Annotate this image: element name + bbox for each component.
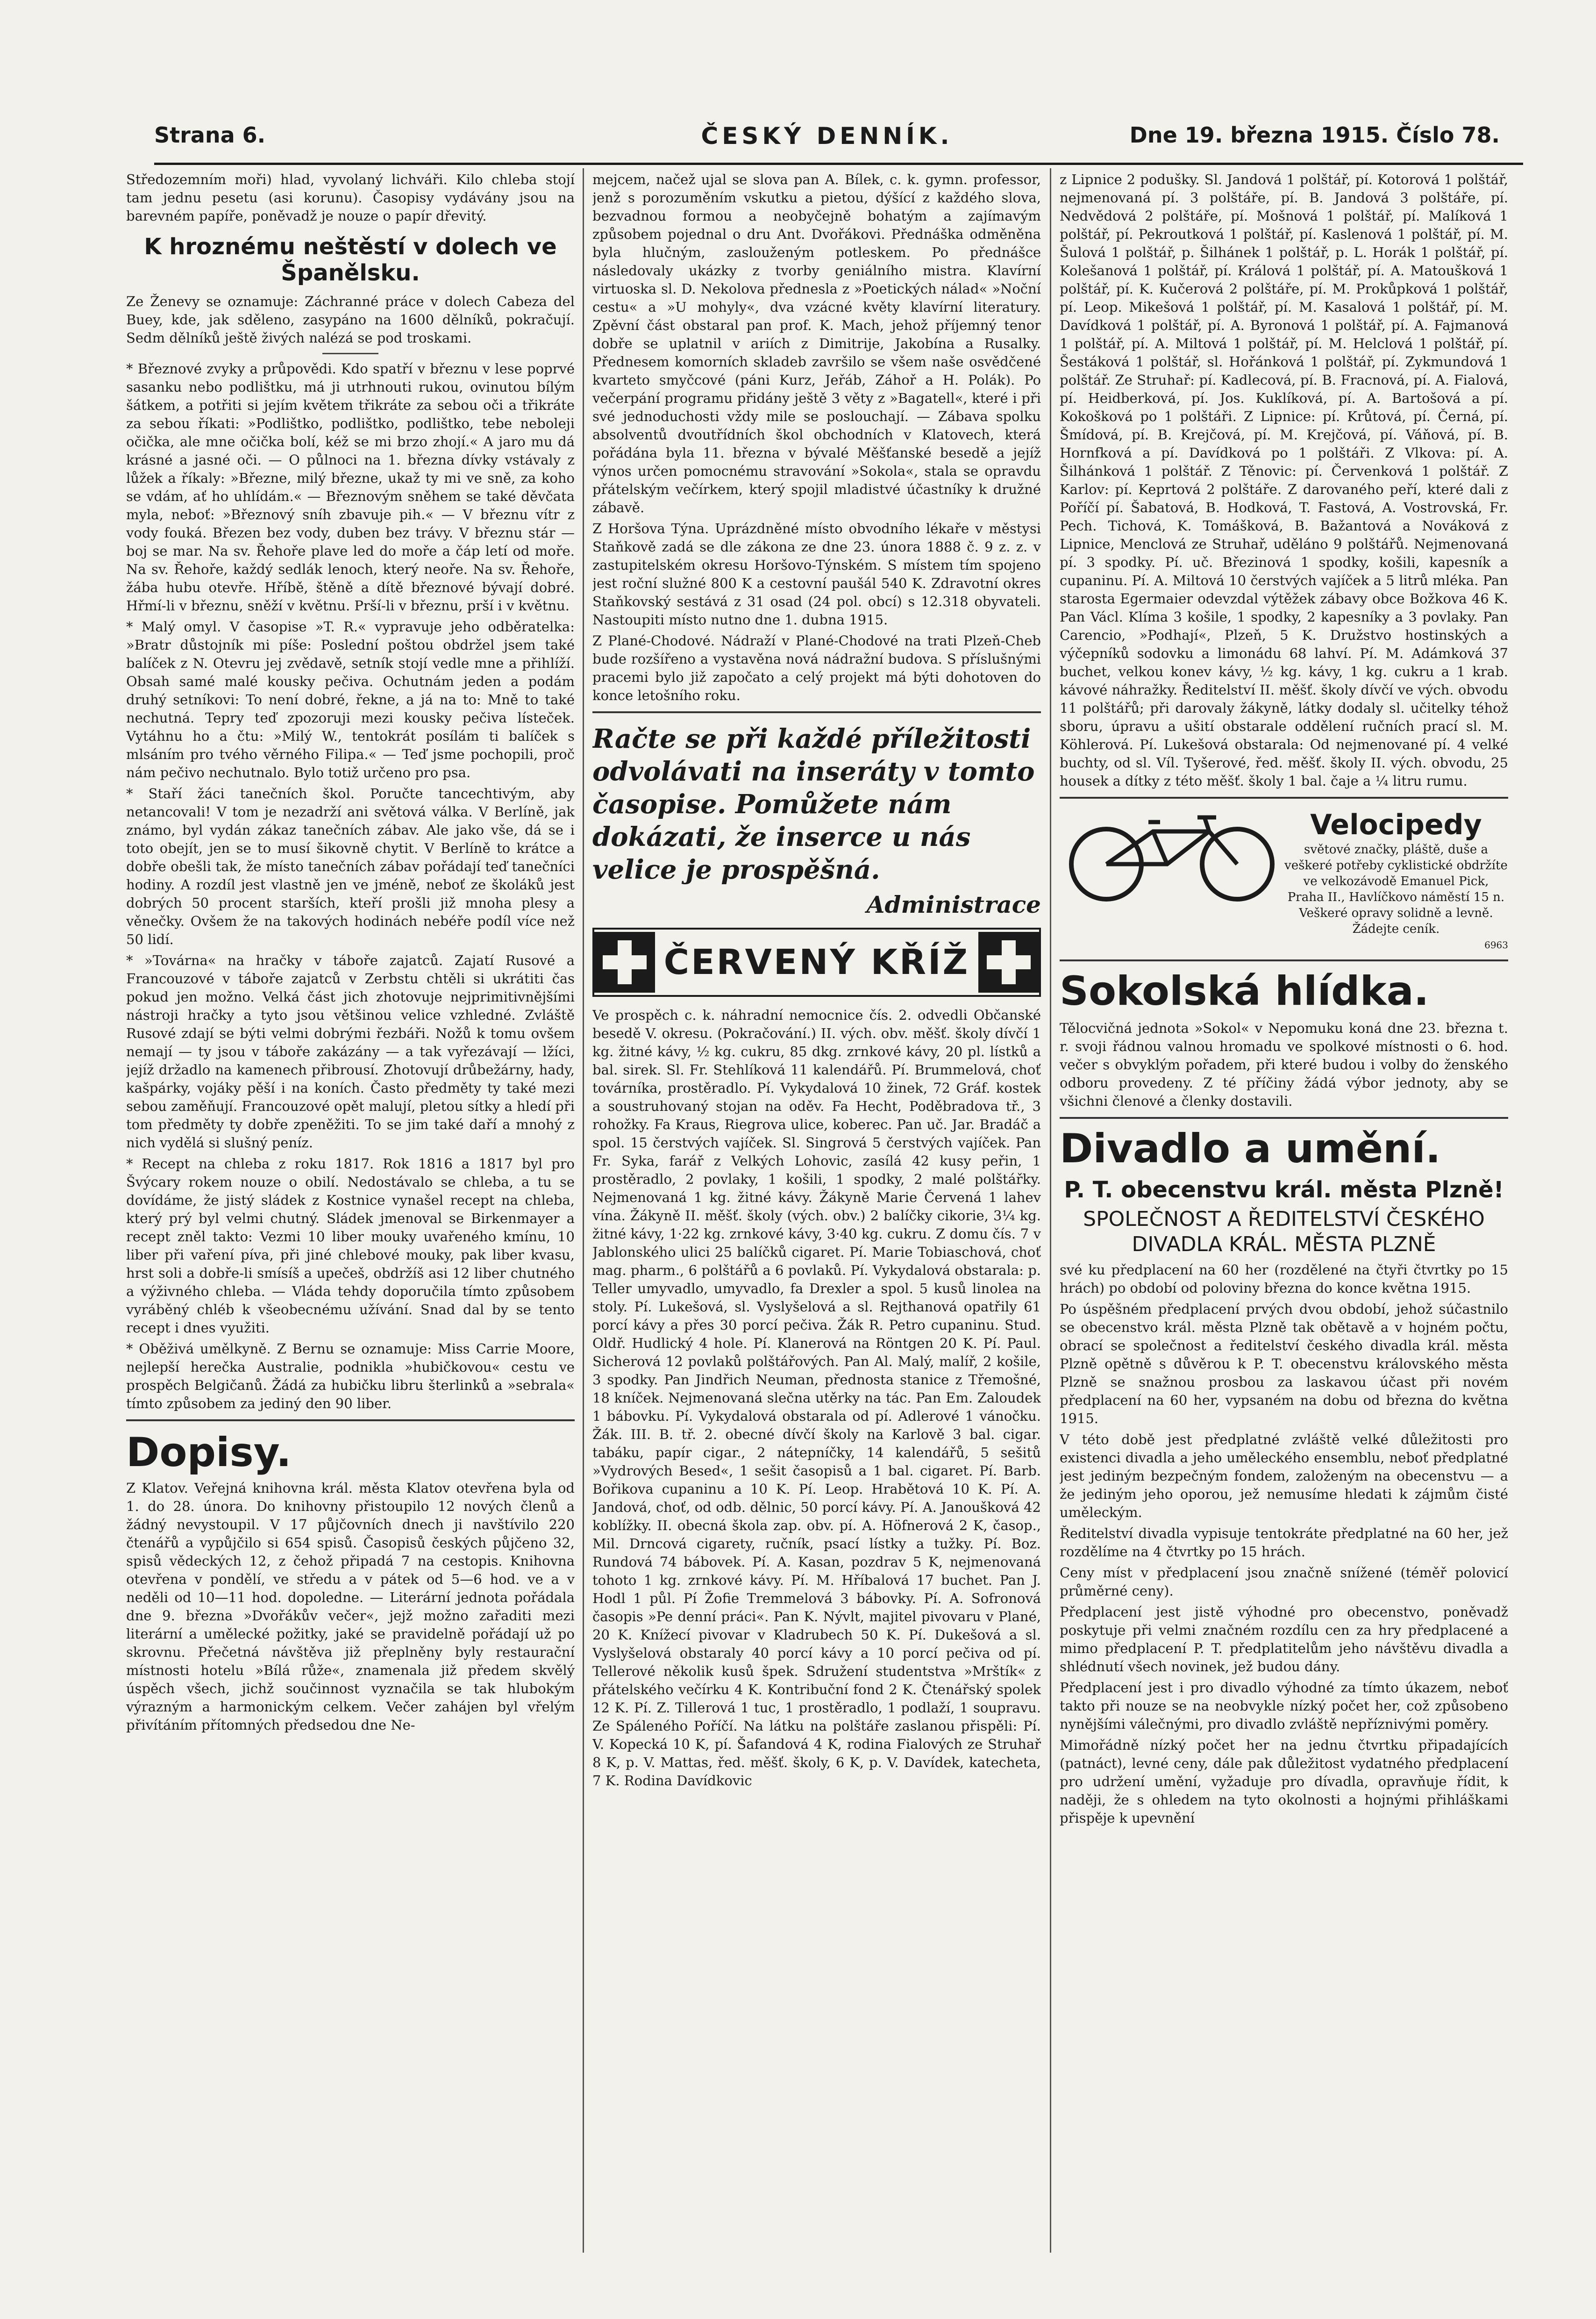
divider (592, 711, 1041, 713)
paragraph: * Staří žáci tanečních škol. Poručte tancechtivým, aby netancovali! V tom je nezadrží ani světová válka. V Berlíně, jak známo, byl vydán zákaz tanečních zábav. Ale jako vše, dá se i toto obejít, jen se to musí šikovně chytit. V Berlíně to krátce a dobře obešli tak, že místo tanečních zábav pořádají teď tanečníci hodiny. A rozdíl jest vlastně jen ve jméně, neboť ze školáků jest dobrých 50 procent starších, kteří prošli již mnoha plesy a věnečky. Ovšem že na takových hodinách nebéře podíl více než 50 lidí. (126, 786, 575, 947)
bicycle-advertisement (1060, 808, 1508, 953)
column-3 (1060, 171, 1508, 2250)
page-number: Strana 6. (154, 122, 266, 148)
paragraph: Z Klatov. Veřejná knihovna král. města Klatov otevřena byla od 1. do 28. února. Do knihovny přistoupilo 12 nových členů a žádný nevystoupil. V 17 půjčovních dnech ji navštívilo 220 čtenářů a vypůjčilo si 654 spisů. Časopisů českých půjčeno 32, spisů vědeckých 12, z čehož připadá 7 na cestopis. Knihovna otevřena v pondělí, ve středu a v pátek od 5—6 hod. ve a v neděli od 10—11 hod. dopoledne. — Literární jednota pořádala dne 9. března »Dvořákův večer«, jejž možno zařaditi mezi literární a umělecké požitky, jaké se pravidelně pořádají už po skrovnu. Přečetná návštěva již přeplněny byly restaurační místnosti hotelu »Bílá růže«, znamenala již předem skvělý úspěch všech, jichž součinnost vyznačila se tak hlubokým výrazným a harmonickým celkem. Večer zahájen byl vřelým přivítáním přítomných předsedou dne Ne- (126, 1480, 575, 1733)
paragraph: Z Horšova Týna. Uprázdněné místo obvodního lékaře v městysi Staňkově zadá se dle zákona ze dne 23. února 1888 č. 9 z. z. v zastupitelském okresu Horšovo-Týnském. S místem tím spojeno jest roční služné 800 K a cestovní paušál 540 K. Zdravotní okres Staňkovský sestává z 31 osad (24 pol. obcí) s 12.318 obyvateli. Nastoupiti místo nutno dne 1. dubna 1915. (592, 521, 1041, 628)
paragraph: Po úspěšném předplacení prvých dvou období, jehož súčastnilo se obecenstvo král. města Plzně tak obětavě a v hojném počtu, obrací se společnost a ředitelství českého divadla král. města Plzně opětně s důvěrou k P. T. obecenstvu královského města Plzně se snažnou prosbou za laskavou účast při novém předplacení na 60 her, vypsaném na dobu od března do května 1915. (1060, 1301, 1508, 1426)
advertisement-title: Velocipedy (1310, 809, 1482, 841)
paragraph: Z Plané-Chodové. Nádraží v Plané-Chodové na trati Plzeň-Cheb bude rozšířeno a vystavěna nová nádražní budova. S příslušnými pracemi bylo již započato a celý projekt má býti dohotoven do konce letošního roku. (592, 633, 1041, 703)
divider (322, 353, 378, 354)
paragraph: * Malý omyl. V časopise »T. R.« vypravuje jeho odběratelka: »Bratr důstojník mi píše: Poslední poštou obdržel jsem také balíček z N. Otevru jej zvědavě, setník stojí vedle mne a přihlíží. Obsah samé malé kousky pečiva. Ochutnám jeden a podám druhý setníkovi: To není dobré, řekne, a já na to: Mně to také nechutná. Tepry teď zpozoruji mezi kousky pečiva lísteček. Vytáhnu ho a čtu: »Milý W., tentokrát posílám ti balíček s mlsáním pro tvého věrného Filipa.« — Teď jsme pochopili, proč nám pečivo nechutnalo. Bylo totiž určeno pro psa. (126, 619, 575, 780)
cross-icon (978, 932, 1039, 993)
paragraph: Tělocvičná jednota »Sokol« v Nepomuku koná dne 23. března t. r. svoji řádnou valnou hromadu ve spolkové místnosti o 6. hod. večer s obvyklým pořadem, při které budou i volby do ženského odboru provedeny. Z té příčiny žádá výbor jednoty, aby se všichni členové a členky dostavili. (1060, 1020, 1508, 1109)
red-cross-banner (592, 928, 1041, 997)
paragraph: mejcem, načež ujal se slova pan A. Bílek, c. k. gymn. professor, jenž s porozuměním vskutku a pietou, dýšící z každého slova, bezvadnou formou a neobyčejně bohatým a zajímavým způsobem pojednal o dru Ant. Dvořákovi. Přednáška odměněna byla hlučným, zaslouženým potleskem. Po přednášce následovaly ukázky z tvorby geniálního mistra. Klavírní virtuoska sl. D. Nekolova přednesla z »Poetických nálad« »Noční cestu« a »U mohyly«, dva vzácné květy klavírní literatury. Zpěvní část obstaral pan prof. K. Mach, jehož příjemný tenor dobře se uplatnil v ariích z Dimitrije, Jakobína a Rusalky. Přednesem komorních skladeb završilo se všem naše osvědčené kvarteto smyčcové (páni Kurz, Jeřáb, Záhoř a H. Polák). Po večerpání programu přidány ještě 3 věty z »Bagatell«, které i při své jednoduchosti vždy mile se poslouchají. — Zábava spolku absolventů dvoutřídních škol obchodních v Klatovech, která pořádána byla 11. března v bývalé Měšťanské besedě a jejíž výnos určen pomocnému stravování »Sokola«, stala se opravdu přátelským večírkem, který spojil mladistvé účastníky k družné zábavě. (592, 172, 1041, 515)
paragraph: * Oběživá umělkyně. Z Bernu se oznamuje: Miss Carrie Moore, nejlepší herečka Australie, podnikla »hubičkovou« cestu ve prospěch Belgičanů. Žádá za hubičku libru šterlinků a »sebrala« tímto způsobem za jediný den 90 liber. (126, 1341, 575, 1411)
bicycle-icon (1060, 808, 1284, 902)
article-heading: K hroznému neštěstí v dolech ve Španělsku. (144, 234, 557, 286)
advertisement-text: Račte se při každé příležitosti odvolávati na inseráty v tomto časopise. Pomůžete nám dokázati, že inserce u nás velice je prospěšná. (592, 723, 1035, 885)
divider (1060, 1117, 1508, 1119)
section-heading: Divadlo a umění. (1060, 1125, 1441, 1172)
column-1 (126, 171, 575, 2250)
divider (126, 1419, 575, 1421)
advertisement-text: světové značky, pláště, duše a veškeré potřeby cyklistické obdržíte ve velkozávodě Emanuel Pick, Praha II., Havlíčkovo náměstí 15 n. Veškeré opravy solidně a levně. Žádejte ceník. (1284, 843, 1508, 936)
issue-date: Dne 19. března 1915. Číslo 78. (1129, 122, 1500, 148)
advertisement-signature: Administrace (866, 891, 1041, 918)
paragraph: Předplacení jest i pro divadlo výhodné za tímto úkazem, neboť takto při nouze se na neobvykle nízký počet her, což způsobeno nynějšími válečnými, pro divadlo zvláště nepříznivými poměry. (1060, 1680, 1508, 1732)
header-rule (154, 163, 1523, 165)
paragraph: V této době jest předplatné zvláště velké důležitosti pro existenci divadla a jeho uměleckého ensemblu, neboť předplatné jest jediným bezpečným fondem, založeným na obecenstvu — a že jediným jeho oporou, jež nemusíme hledati k zájmům čisté uměleckým. (1060, 1431, 1508, 1520)
subheading: P. T. obecenstvu král. města Plzně! (1064, 1177, 1504, 1203)
paragraph: * Recept na chleba z roku 1817. Rok 1816 a 1817 byl pro Švýcary rokem nouze o obilí. Nedostávalo se chleba, a tu se dovídáme, že jistý sládek z Kostnice vynašel recept na chleba, který prý byl velmi chutný. Sládek jmenoval se Birkenmayer a recept zněl takto: Vezmi 10 liber mouky uvařeného kmínu, 10 liber při vaření píva, při jiné chlebové mouky, pak liber kvasu, hrst soli a dobře-li smísíš a upečeš, obdržíš asi 12 liber chutného a výživného chleba. — Vláda tehdy doporučila tímto způsobem vyráběný chléb k všeobecnému užívání. Snad dal by se tento recept i dnes využiti. (126, 1156, 575, 1336)
section-heading: Dopisy. (126, 1429, 292, 1476)
paragraph: Středozemním moři) hlad, vyvolaný lichváři. Kilo chleba stojí tam jednu pesetu (asi korunu). Časopisy vydávány jsou na barevném papíře, poněvadž je nouze o papír dřevitý. (126, 172, 575, 224)
paragraph: Ve prospěch c. k. náhradní nemocnice čís. 2. odvedli Občanské besedě V. okresu. (Pokračování.) II. vých. obv. měšť. školy dívčí 1 kg. žitné kávy, ½ kg. cukru, 85 dkg. zrnkové kávy, 20 pl. lístků a bal. sirek. Sl. Fr. Stehlíková 11 kalendářů. Pí. Brummelová, choť továrníka, prostěradlo. Pí. Vykydalová 10 žinek, 72 Gráf. kostek a soustruhovaný stojan na oděv. Fa Hecht, Poděbradova tř., 3 rohožky. Fa Kraus, Riegrova ulice, koberec. Pan uč. Jar. Bradáč a spol. 15 čerstvých vajíček. Sl. Singrová 5 čerstvých vajíček. Pan Fr. Syka, farář z Velkých Lohovic, zasílá 42 kusy peřin, 1 prostěradlo, 2 povlaky, 1 košili, 1 spodky, 2 malé polštářky. Nejmenovaná 1 kg. žitné kávy. Žákyně Marie Červená 1 lahev vína. Žákyně II. měšť. školy (vých. obv.) 2 balíčky cikorie, 3¼ kg. žitné kávy, 1·22 kg. zrnkové kávy, 3·40 kg. cukru. Z domu čís. 7 v Jablonského ulici 25 balíčků cigaret. Pí. Marie Tobiaschová, choť mag. pharm., 6 polštářů a 6 povlaků. Pí. Vykydalová obstarala: p. Teller umyvadlo, umyvadlo, fa Drexler a spol. 5 kusů linolea na stoly. Pí. Lukešová, sl. Vyslyšelová a sl. Rejthanová opatřily 61 porcí kávy a přes 30 porcí pečiva. Žák R. Petro cupaninu. Stud. Oldř. Hudlický 4 hole. Pí. Klanerová na Röntgen 20 K. Pí. Paul. Sicherová 12 povlaků polštářových. Pan Al. Malý, malíř, 2 košile, 3 spodky. Pan Jindřich Neuman, přednosta stanice z Třemošné, 18 kníček. Nejmenovaná slečna utěrky na tác. Pan Em. Zaloudek 1 bábovku. Pí. Vykydalová obstarala od pí. Adlerové 1 vánočku. Žák. III. B. tř. 2. obecné dívčí školy na Karlově 3 bal. cigar. tabáku, papír cigar., 2 nátepníčky, 14 kalendářů, 5 sešitů »Vydrových Besed«, 1 sešit časopisů a 1 bal. cigaret. Pí. Barb. Bořikova cupaninu a 10 K. Pí. Leop. Hrabětová 10 K. Pí. A. Jandová, choť, od odb. dělnic, 50 porcí kávy. Pí. A. Janoušková 42 koblížky. II. obecná škola zap. obv. pí. A. Höfnerová 2 K, časop., Mil. Drncová cigarety, ručník, psací lístky a tužky. Pí. Boz. Rundová 74 bábovek. Pí. A. Kasan, pozdrav 5 K, nejmenovaná tohoto 1 kg. zrnkové kávy. Pí. M. Hříbalová 17 buchet. Pan J. Hodl 1 půl. Pí Žofie Tremmelová 3 bábovky. Pí. A. Sofronová časopis »Pe denní práci«. Pan K. Nývlt, majitel pivovaru v Plané, 20 K. Knížecí pivovar v Kladrubech 50 K. Pí. Dukešová a sl. Vyslyšelová obstaraly 40 porcí kávy a 10 porcí pečiva od pí. Tellerové několik kusů špek. Sdružení studentstva »Mrštík« z přátelského večírku 4 K. Kontribuční fond 2 K. Čtenářský spolek 12 K. Pí. Z. Tillerová 1 tuc, 1 prostěradlo, 1 podlaží, 1 soupravu. Ze Spáleného Poříčí. Na látku na polštáře zaslanou přispěli: Pí. V. Kopecká 10 K, pí. Šafandová 4 K, rodina Fialových ze Struhař 8 K, p. V. Mattas, řed. měšť. školy, 6 K, p. V. Davídek, katecheta, 7 K. Rodina Davídkovic (592, 1007, 1041, 1789)
paragraph: * Březnové zvyky a průpovědi. Kdo spatří v březnu v lese poprvé sasanku nebo podlištku, má ji utrhnouti rukou, ovinutou bílým šátkem, a potřiti si jejím květem třikráte za sebou oči a třikráte za sebou říkati: »Podlištko, podlištko, podlištko, tebe neboleji očička, ale mne očička bolí, kéž se mi brzo zhojí.« A jaro mu dá krásné a jasné oči. — O půlnoci na 1. března dívky vstávaly z lůžek a říkaly: »Březne, milý březne, ukaž ty mi ve sně, za koho se vdám, ať ho uhlídám.« — Březnovým sněhem se také děvčata myla, neboť: »Březnový sníh zbavuje pih.« — V březnu vítr z vody fouká. Březen bez vody, duben bez trávy. V březnu stár — boj se mar. Na sv. Řehoře plave led do moře a čáp letí od moře. Na sv. Řehoře, každý sedlák lenoch, který neoře. Na sv. Řehoře, žába hubu otevře. Hříbě, štěně a dítě březnové bývají dobré. Hřmí-li v březnu, sněží v květnu. Prší-li v březnu, prší i v květnu. (126, 361, 575, 614)
announcement-title: SPOLEČNOST A ŘEDITELSTVÍ ČESKÉHO DIVADLA KRÁL. MĚSTA PLZNĚ (1083, 1207, 1485, 1256)
cross-icon (594, 932, 655, 993)
paragraph: své ku předplacení na 60 her (rozdělené na čtyři čtvrtky po 15 hrách) po období od poloviny března do konce května 1915. (1060, 1262, 1508, 1296)
paragraph: Ze Ženevy se oznamuje: Záchranné práce v dolech Cabeza del Buey, kde, jak sděleno, zasypáno na 1600 dělníků, pokračují. Sedm dělníků ještě živých nalézá se pod troskami. (126, 293, 575, 346)
divider (1060, 797, 1508, 799)
paragraph: Ředitelství divadla vypisuje tentokráte předplatné na 60 her, jež rozdělíme na 4 čtvrtky po 15 hrách. (1060, 1525, 1508, 1560)
paragraph: Předplacení jest jistě výhodné pro obecenstvo, poněvadž poskytuje při velmi značném rozdílu cen za hry předplacené a mimo předplacení P. T. předplatitelům jeho návštěvu divadla a shlédnutí všech novinek, jež budou dány. (1060, 1604, 1508, 1675)
paragraph: Mimořádně nízký počet her na jednu čtvrtku připadajících (patnáct), levné ceny, dále pak důležitost vydatného předplacení pro udržení umění, vyžaduje pro dívadla, opravňuje řídit, k naději, že s ohledem na tyto okolnosti a hojnými přihláškami přispěje k upevnění (1060, 1737, 1508, 1826)
column-divider (1050, 168, 1051, 2253)
advertisement-number: 6963 (1484, 939, 1508, 951)
column-divider (583, 168, 584, 2253)
newspaper-title: ČESKÝ DENNÍK. (701, 122, 953, 150)
paragraph: z Lipnice 2 podušky. Sl. Jandová 1 polštář, pí. Kotorová 1 polštář, nejmenovaná pí. 3 polštáře, pí. B. Jandová 3 polštáře, pí. Nedvědová 2 polštáře, pí. Mošnová 1 polštář, pí. Malíková 1 polštář, pí. Pekroutková 1 polštář, pí. Kaslenová 1 polštář, pí. M. Šulová 1 polštář, p. Šilhánek 1 polštář, p. L. Horák 1 polštář, pí. Kolešanová 1 polštář, pí. Králová 1 polštář, pí. A. Matoušková 1 polštář, pí. K. Kučerová 2 polštáře, pí. M. Prokůpková 1 polštář, pí. Leop. Mikešová 1 polštář, pí. M. Kasalová 1 polštář, pí. M. Davídková 1 polštář, pí. A. Byronová 1 polštář, pí. A. Fajmanová 1 polštář, pí. A. Miltová 1 polštář, pí. M. Helclová 1 polštář, pí. Šestáková 1 polštář, sl. Hořánková 1 polštář, pí. Zykmundová 1 polštář. Ze Struhař: pí. Kadlecová, pí. B. Fracnová, pí. A. Fialová, pí. Heidberková, pí. Jos. Kuklíková, pí. A. Bartošová a pí. Kokošková po 1 polštáři. Z Lipnice: pí. Krůtová, pí. Černá, pí. Šmídová, pí. B. Krejčová, pí. M. Krejčová, pí. Váňová, pí. B. Hornfková a pí. Davídková po 1 polštáři. Z Vlkova: pí. A. Šilhánková 1 polštář. Z Těnovic: pí. Červenková 1 polštář. Z Karlov: pí. Keprtová 2 polštáře. Z darovaného peří, které dali z Poříčí pí. Šabatová, B. Hodková, T. Fastová, A. Vostrovská, Fr. Pech. Tichová, K. Tomášková, B. Bažantová a Nováková z Lipnice, Menclová ze Struhař, uděláno 9 polštářů. Nejmenovaná pí. 3 spodky. Pí. uč. Březinová 1 spodky, košili, kapesník a cupaninu. Pí. A. Miltová 10 čerstvých vajíček a 5 litrů mléka. Pan starosta Egermaier odevzdal výtěžek zábavy obce Božkova 46 K. Pan Václ. Klíma 3 košile, 1 spodky, 2 kapesníky a 3 povlaky. Pan Carencio, »Podhají«, Plzeň, 5 K. Družstvo hostinských a výčepníků sodovku a limonádu 68 lahví. Pí. M. Adámková 37 buchet, velkou konev kávy, ½ kg. kávy, 1 kg. cukru a 1 krab. kávové náhražky. Ředitelství II. měšť. školy dívčí ve vých. obvodu 11 polštářů; při darovaly žákyně, látky dodaly sl. učitelky téhož sboru, úpravu a ušití obstarale oddělení ručních prací sl. M. Köhlerová. Pí. Lukešová obstarala: Od nejmenované pí. 4 velké buchty, od sl. Víl. Tyšerové, řed. měšť. školy II. vých. obvodu, 25 housek a dítky z této měšť. školy 1 bal. čaje a ¼ litru rumu. (1060, 172, 1508, 789)
paragraph: * »Továrna« na hračky v táboře zajatců. Zajatí Rusové a Francouzové v táboře zajatců v Zerbstu chtěli si ukrátiti čas pokud jen možno. Velká část jich zhotovuje nejprimitivnějšími nástroji hračky a tyto jsou většinou velice vzhledné. Zvláště Rusové zdají se býti velmi dobrými řezbáři. Nožů k tomu ovšem nemají — ty jsou v táboře zakázány — a tak vyřezávají — lžíci, jejíž držadlo na kamenech přibrousí. Zhotovují drůbežárny, hady, kašpárky, vojáky pěší i na koních. Často předměty ty také mezi sebou zaměňují. Francouzové opět malují, pletou sítky a hledí při tom předměty ty dobře zpeněžiti. To se jim také daří a mnohý z nich vydělá si slušný peníz. (126, 952, 575, 1151)
banner-title: ČERVENÝ KŘÍŽ (663, 942, 970, 982)
page-header (154, 122, 1500, 165)
section-heading: Sokolská hlídka. (1060, 968, 1429, 1015)
paragraph: Ceny míst v předplacení jsou značně snížené (téměř polovicí průměrné ceny). (1060, 1565, 1508, 1599)
column-2 (592, 171, 1041, 2250)
divider (1060, 959, 1508, 961)
